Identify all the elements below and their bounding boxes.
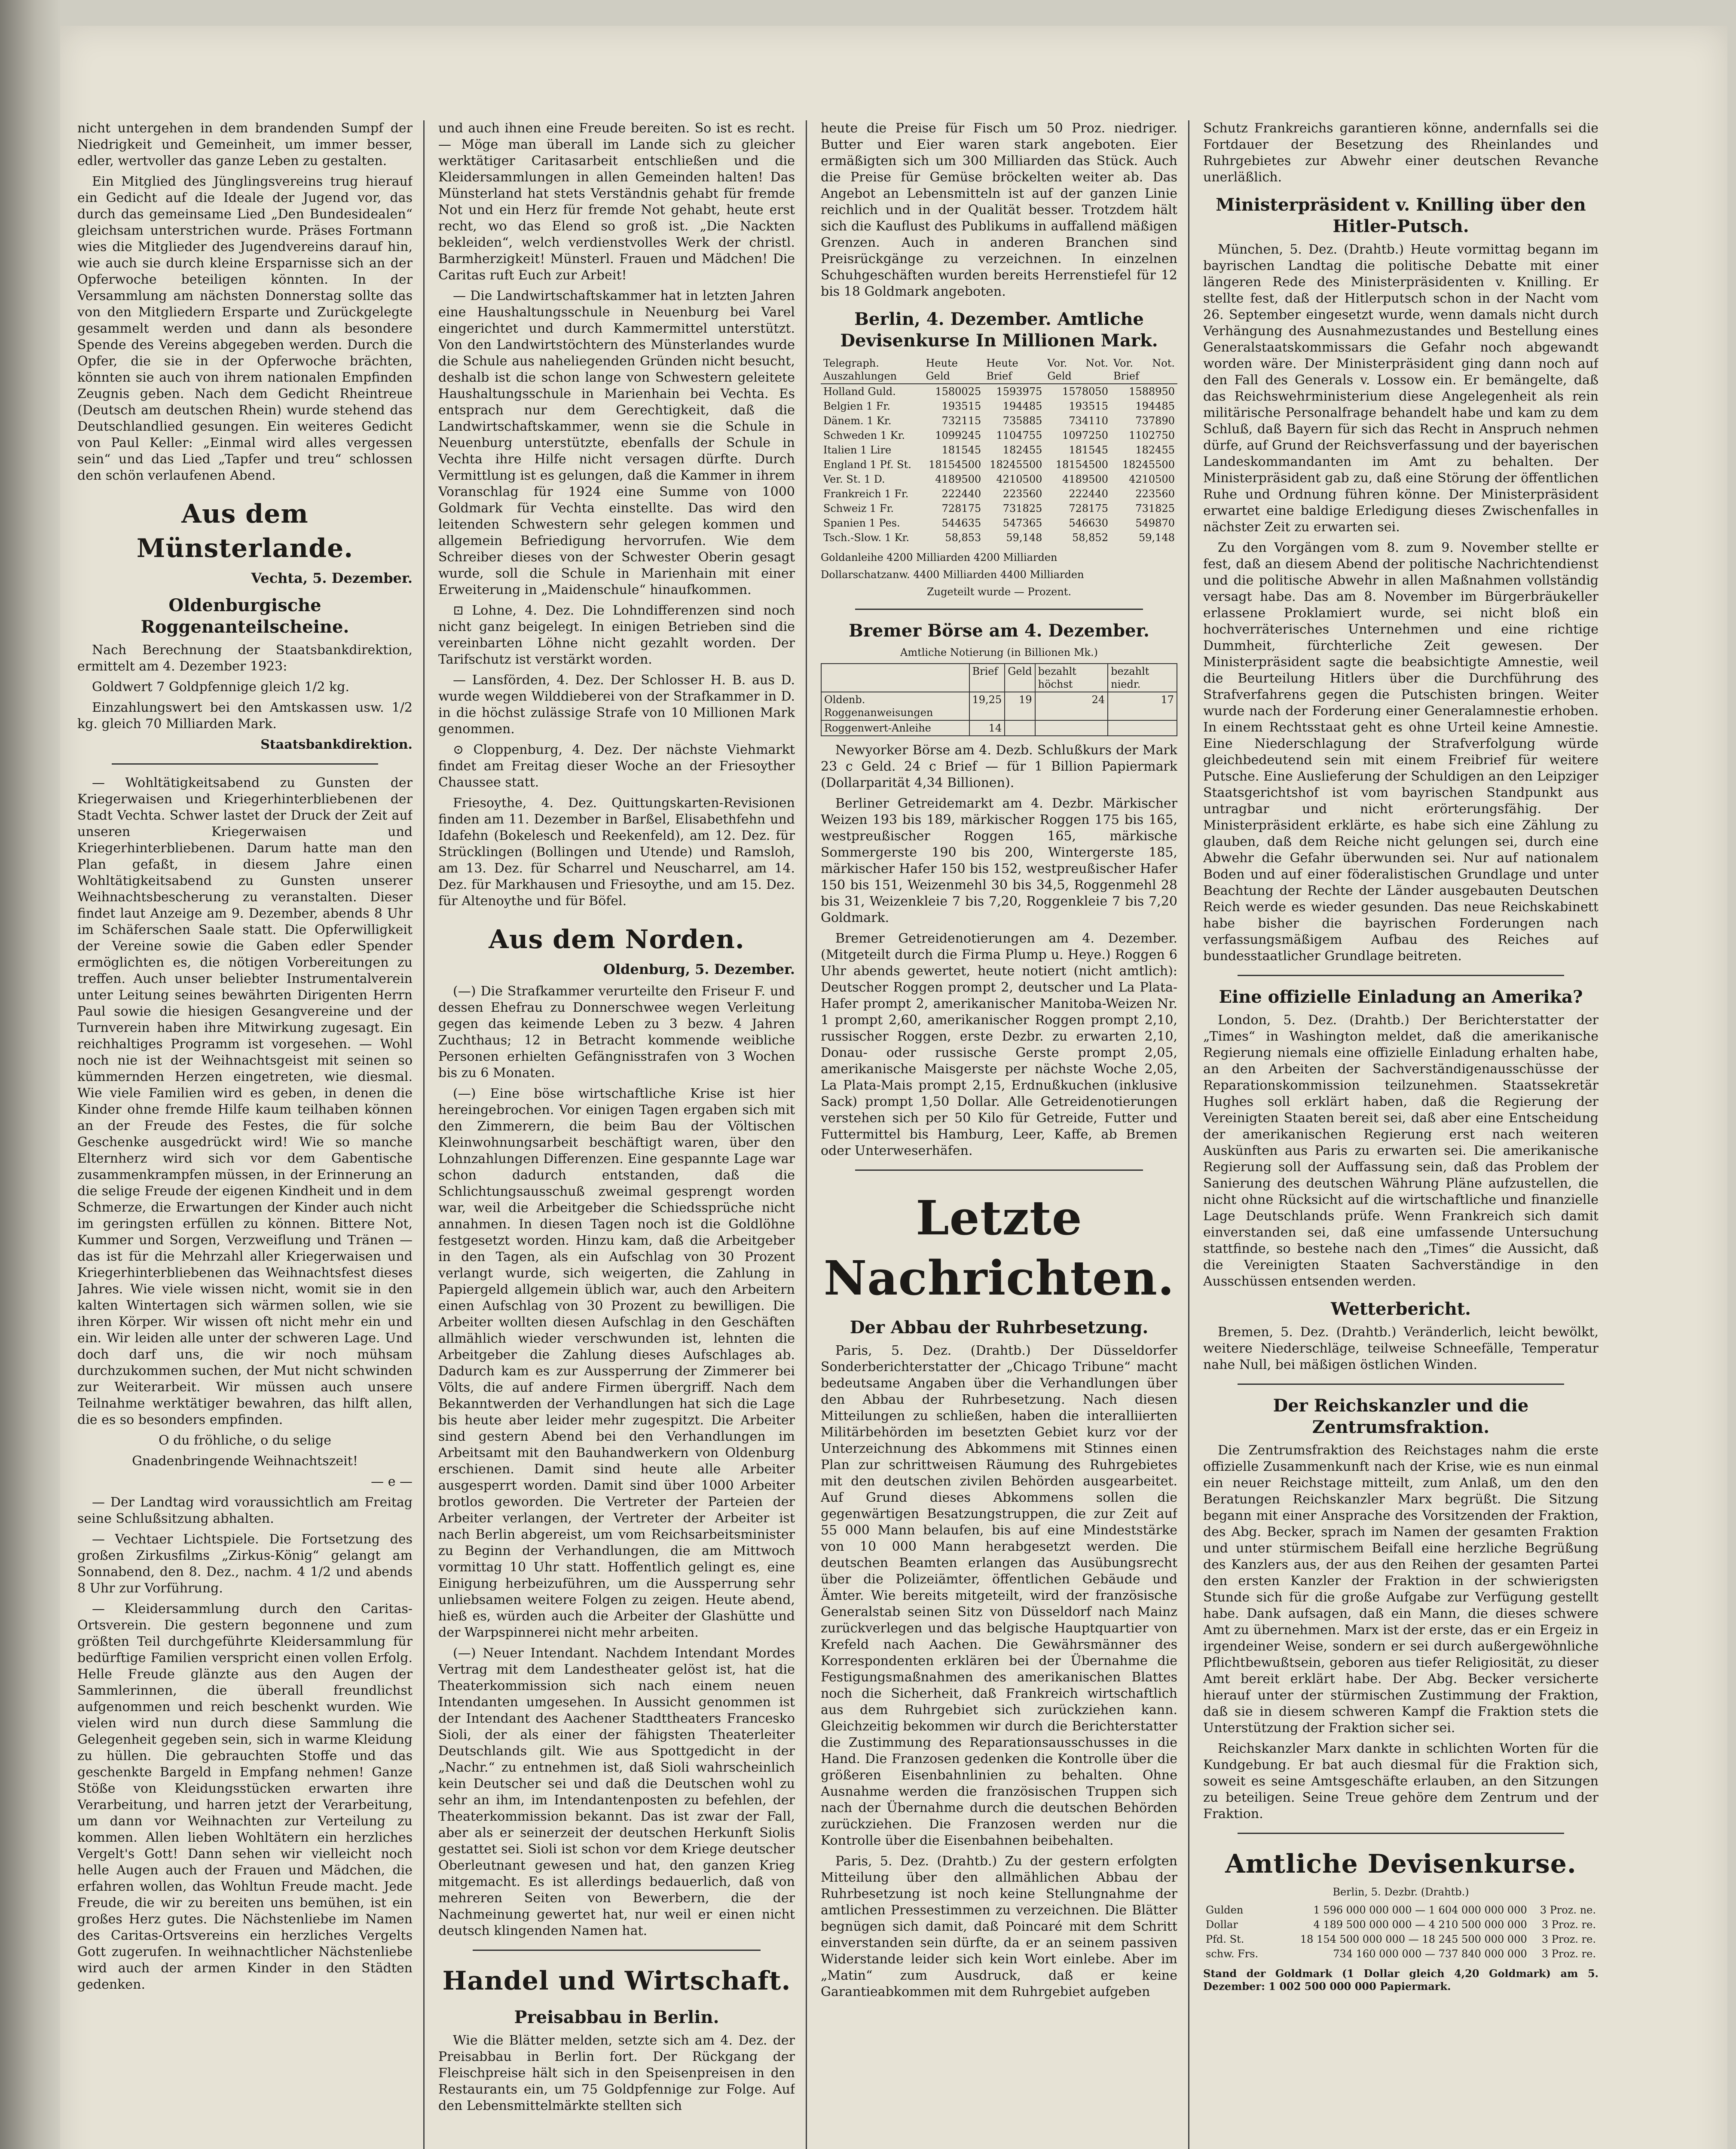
- table-cell: 735885: [1002, 415, 1042, 427]
- table-cell: 546630: [1069, 517, 1108, 529]
- table-row: [821, 399, 1177, 413]
- column-header: Vor. Not. Brief: [1111, 356, 1177, 384]
- table-cell: 18245500: [1122, 459, 1175, 471]
- notice-line: Einzahlungswert bei den Amtskassen usw. 1/2 kg. gleich 70 Milliarden Mark.: [77, 700, 413, 732]
- notice-signature: Staatsbankdirektion.: [260, 737, 413, 752]
- section-heading: Handel und Wirtschaft.: [442, 1966, 791, 1996]
- table-cell: 734 160 000 000 — 737 840 000 000: [1333, 1948, 1527, 1960]
- table-row: [821, 501, 1177, 516]
- column-header: Brief: [969, 664, 1005, 692]
- table-cell: England 1 Pf. St.: [823, 459, 911, 471]
- table-row: [821, 472, 1177, 487]
- article-paragraph: München, 5. Dez. (Drahtb.) Heute vormittag begann im bayrischen Landtag die politische Debatte mit einer längeren Rede des Ministerpräsidenten v. Knilling. Er stellte fest, daß der Hitlerputsch schon in der Nacht vom 26. September eingesetzt wurde, wenn damals nicht durch Verhängung des Ausnahmezustandes und Bestellung eines Generalstaatskommissars die Gefahr noch abgewandt worden wäre. Der Ministerpräsident ging dann noch auf den Fall des Generals v. Lossow ein. Er bemängelte, daß das Reichswehrministerium diese Angelegenheit als rein militärische Personalfrage behandelt habe und kam zu dem Schluß, daß Bayern für sich das Recht in Anspruch nehmen dürfe, auf Grund der Reichsverfassung und der bayerischen Landeskommandanten im Amt zu behalten. Der Ministerpräsident gab zu, daß eine Störung der öffentlichen Ruhe und Ordnung führen könne. Der Ministerpräsident erwartet eine baldige Erledigung dieses Zwischenfalles in nächster Zeit zu erwarten sei.: [1203, 242, 1598, 535]
- article-paragraph: — Der Landtag wird voraussichtlich am Freitag seine Schlußsitzung abhalten.: [77, 1495, 413, 1526]
- column-header: bezahlt niedr.: [1108, 664, 1177, 692]
- table-cell: 222440: [1069, 488, 1108, 500]
- table-row: [821, 692, 1177, 720]
- poem-line: Gnadenbringende Weihnachtszeit!: [132, 1454, 358, 1469]
- column-2: [438, 120, 795, 2149]
- notice-line: Nach Berechnung der Staatsbankdirektion, ermittelt am 4. Dezember 1923:: [77, 643, 413, 674]
- column-header: [821, 664, 969, 692]
- table-row: [1203, 1903, 1598, 1917]
- table-cell: 4189500: [1062, 473, 1108, 485]
- article-paragraph: heute die Preise für Fisch um 50 Proz. niedriger. Butter und Eier waren stark angeboten. Eier ermäßigten sich um 300 Milliarden das Stück. Auch die Preise für Gemüse bröckelten weiter ab. Das Angebot an Lebensmitteln ist auf der ganzen Linie reichlich und in der Qualität besser. Trotzdem hält sich die Kauflust des Publikums in auffallend mäßigen Grenzen. Auch in anderen Branchen sind Preisrückgänge zu verzeichnen. In einzelnen Schuhgeschäften wurden bereits Herrenstiefel für 12 bis 18 Goldmark angeboten.: [821, 121, 1177, 299]
- table-cell: 3 Proz. re.: [1541, 1933, 1596, 1945]
- table-row: [821, 443, 1177, 457]
- table-cell: 181545: [1069, 444, 1108, 456]
- table-cell: 17: [1108, 692, 1177, 720]
- column-header: Heute Brief: [984, 356, 1045, 384]
- table-cell: 731825: [1135, 502, 1175, 514]
- boerse-table: [821, 663, 1177, 736]
- article-paragraph: Reichskanzler Marx dankte in schlichten Worten für die Kundgebung. Er bat auch diesmal für die Fraktion sich, soweit es seine Amtsgeschäfte erlauben, an den Sitzungen zu beteiligen. Seine Treue gehöre dem Zentrum und der Fraktion.: [1203, 1741, 1598, 1821]
- divider: [473, 1950, 761, 1951]
- article-paragraph: (—) Eine böse wirtschaftliche Krise ist hier hereingebrochen. Vor einigen Tagen ergaben sich mit den Zimmerern, die beim Bau der Völtischen Kleinwohnungsarbeit beschäftigt waren, über den Lohnzahlungen Differenzen. Eine gespannte Lage war schon dadurch entstanden, daß die Schlichtungsausschuß zweimal gesprengt worden war, weil die Arbeitgeber die Schiedssprüche nicht annahmen. In diesen Tagen noch ist die Goldlöhne festgesetzt worden. Hinzu kam, daß die Arbeitgeber in den Tagen, als ein Aufschlag von 30 Prozent verlangt wurde, sich weigerten, die Zahlung in Papiergeld allgemein üblich war, auch den Arbeitern einen Aufschlag von 30 Prozent zu bewilligen. Die Arbeiter wollten diesen Aufschlag in den Geschäften allmählich wieder verschwunden ist, lehnten die Arbeitgeber die Zahlung dieses Aufschlages ab. Dadurch kam es zur Aussperrung der Zimmerer bei Völts, die auf andere Firmen übergriff. Nach dem Bekanntwerden der Verhandlungen hat sich die Lage bis heute aber leider mehr zugespitzt. Die Arbeiter sind gestern Abend bei den Verhandlungen im Arbeitsamt mit den Bauhandwerkern von Oldenburg erschienen. Damit sind heute alle Arbeiter ausgesperrt worden. Damit sind über 1000 Arbeiter brotlos geworden. Die Vertreter der Parteien der Arbeiter verlangen, der Vertreter der Arbeiter ist nach Berlin abgereist, um vom Reichsarbeitsminister zu Beginn der Verhandlungen, die am Mittwoch vormittag 10 Uhr statt. Hoffentlich gelingt es, eine Einigung herbeizuführen, um die Aussperrung sehr unliebsamen weitere Folgen zu zeigen. Heute abend, hieß es, würden auch die Arbeiter der Glashütte und der Warpspinnerei nicht mehr arbeiten.: [438, 1086, 795, 1640]
- article-paragraph: Paris, 5. Dez. (Drahtb.) Zu der gestern erfolgten Mitteilung über den allmählichen Abbau der Ruhrbesetzung ist noch keine Stellungnahme der amtlichen Pressestimmen zu verzeichnen. Die Blätter begnügen sich damit, daß Poincaré mit dem Schritt einverstanden sein dürfte, da er an seinem passiven Widerstande leider sich kein Wort einlebe. Aber im „Matin“ zum Ausdruck, daß er keine Garantieabkommen mit dem Ruhrgebiet aufgeben: [821, 1854, 1177, 1999]
- section-heading: Amtliche Devisenkurse.: [1225, 1849, 1577, 1879]
- devisen-table: [821, 356, 1177, 545]
- column-header: bezahlt höchst: [1035, 664, 1108, 692]
- article-paragraph: London, 5. Dez. (Drahtb.) Der Berichterstatter der „Times“ in Washington meldet, daß die amerikanische Regierung niemals eine offizielle Einladung erhalten habe, an den Arbeiten der Sachverständigenausschüsse der Reparationskommission teilzunehmen. Staatssekretär Hughes soll erklärt haben, daß die Regierung der Vereinigten Staaten bereit sei, daß aber eine Entscheidung der amerikanischen Regierung erst nach weiteren Auskünften aus Paris zu erwarten sei. Die amerikanische Regierung soll der Auffassung sein, daß das Problem der Sanierung des deutschen Währung Pläne aufzustellen, die nicht ohne Rücksicht auf die wirtschaftliche und finanzielle Lage Deutschlands prüfe. Wenn Frankreich sich damit einverstanden sei, daß eine umfassende Untersuchung stattfinde, so bestehe nach den „Times“ die Aussicht, daß die Vereinigten Staaten Sachverständige in den Ausschüssen entsenden werden.: [1203, 1013, 1598, 1289]
- article-paragraph: Newyorker Börse am 4. Dezb. Schlußkurs der Mark 23 c Geld. 24 c Brief — für 1 Billion Papiermark (Dollarparität 4,34 Billionen).: [821, 743, 1177, 790]
- table-cell: 1 596 000 000 000 — 1 604 000 000 000: [1313, 1904, 1527, 1916]
- table-cell: 4210500: [996, 473, 1042, 485]
- table-cell: 1578050: [1062, 386, 1108, 398]
- article-paragraph: Berliner Getreidemarkt am 4. Dezbr. Märkischer Weizen 193 bis 189, märkischer Roggen 175 bis 165, westpreußischer Roggen 165, märkische Sommergerste 190 bis 200, Wintergerste 185, märkischer Hafer 150 bis 152, westpreußischer Hafer 150 bis 151, Weizenmehl 30 bis 34,5, Roggenmehl 28 bis 31, Weizenkleie 7 bis 7,20, Roggenkleie 7 bis 7,20 Goldmark.: [821, 796, 1177, 925]
- table-cell: 14: [969, 720, 1005, 736]
- table-cell: 223560: [1002, 488, 1042, 500]
- table-cell: Ver. St. 1 D.: [823, 473, 885, 485]
- table-cell: 19,25: [969, 692, 1005, 720]
- table-cell: Oldenb. Roggenanweisungen: [821, 692, 969, 720]
- table-title: Berlin, 4. Dezember. Amtliche Devisenkurse In Millionen Mark.: [840, 309, 1158, 351]
- section-heading: Aus dem Münsterlande.: [136, 499, 354, 563]
- table-cell: Frankreich 1 Fr.: [823, 488, 909, 500]
- table-cell: 728175: [1069, 502, 1108, 514]
- table-cell: 544635: [941, 517, 981, 529]
- article-paragraph: ⊡ Lohne, 4. Dez. Die Lohndifferenzen sind noch nicht ganz beigelegt. In einigen Betrieben sind die vereinbarten Löhne nicht gezahlt worden. Der Tarifschutz ist verstärkt worden.: [438, 603, 795, 667]
- table-cell: 182455: [1002, 444, 1042, 456]
- table-cell: 732115: [941, 415, 981, 427]
- table-cell: 58,852: [1072, 532, 1108, 544]
- article-paragraph: Friesoythe, 4. Dez. Quittungskarten-Revisionen finden am 11. Dezember in Barßel, Elisabethfehn und Idafehn (Bokelesch und Reekenfeld), am 12. Dez. für Strücklingen (Bollingen und Utende) und Ramsloh, am 13. Dez. für Scharrel und Neuscharrel, am 14. Dez. für Markhausen und Friesoythe, und am 15. Dez. für Altenoythe und für Böfel.: [438, 796, 795, 909]
- table-cell: 1588950: [1129, 386, 1175, 398]
- table-cell: schw. Frs.: [1206, 1948, 1259, 1960]
- table-cell: Schweden 1 Kr.: [823, 429, 905, 441]
- article-paragraph: (—) Neuer Intendant. Nachdem Intendant Mordes Vertrag mit dem Landestheater gelöst ist, hat die Theaterkommission sich nach einem neuen Intendanten umgesehen. In Aussicht genommen ist der Intendant des Aachener Stadttheaters Francesko Sioli, der als einer der fähigsten Theaterleiter Deutschlands gilt. Wie aus Spottgedicht in der „Nachr.“ zu entnehmen ist, daß Sioli wahrscheinlich kein Deutscher sei und daß die Deutschen wohl zu sehr an ihm, im Intendantenposten zu befehlen, der Theaterkommission bekannt. Das ist zwar der Fall, aber als er seinerzeit der deutschen Herkunft Siolis gestattet sei. Sioli ist schon vor dem Kriege deutscher Oberleutnant gewesen und hat, den ganzen Krieg mitgemacht. Es ist allerdings bedauerlich, daß von mehreren Seiten von Bewerbern, die der Nachmeinung gewertet hat, nur weil er einen nicht deutsch klingenden Namen hat.: [438, 1646, 795, 1938]
- article-paragraph: — Lansförden, 4. Dez. Der Schlosser H. B. aus D. wurde wegen Wilddieberei von der Strafkammer in D. in die höchst zulässige Strafe von 10 Millionen Mark genommen.: [438, 673, 795, 737]
- section-heading: Aus dem Norden.: [489, 924, 745, 955]
- table-cell: 59,148: [1139, 532, 1175, 544]
- table-cell: 18 154 500 000 000 — 18 245 500 000 000: [1300, 1933, 1527, 1945]
- page-edge: [0, 0, 60, 2149]
- table-cell: 1580025: [935, 386, 981, 398]
- divider: [855, 1169, 1143, 1171]
- table-note: Dollarschatzanw. 4400 Milliarden 4400 Milliarden: [821, 569, 1084, 581]
- poem-signature: — e —: [371, 1474, 413, 1489]
- table-cell: 18154500: [929, 459, 981, 471]
- article-paragraph: Bremen, 5. Dez. (Drahtb.) Veränderlich, leicht bewölkt, weitere Niederschläge, teilweise Schneefälle, Temperatur nahe Null, bei mäßigen östlichen Winden.: [1203, 1325, 1598, 1372]
- table-cell: 1104755: [996, 429, 1042, 441]
- table-cell: 547365: [1002, 517, 1042, 529]
- column-4: [1203, 120, 1598, 2149]
- table-cell: 58,853: [945, 532, 981, 544]
- article-paragraph: — Die Landwirtschaftskammer hat in letzten Jahren eine Haushaltungsschule in Neuenburg bei Varel eingerichtet und durch Kammermittel unterstützt. Von den Landwirtstöchtern des Münsterlandes wurde die Schule aus naheliegenden Gründen nicht besucht, deshalb ist die schon lange von Schwestern geleitete Haushaltungsschule in Marienhain bei Vechta. Es entsprach nur dem Gerechtigkeit, daß die Landwirtschaftskammer, wenn sie die Schule in Neuenburg unterstützte, ebenfalls der Schule in Vechta ihre Hilfe nicht versagen dürfte. Durch Vermittlung ist es gelungen, daß die Kammer in ihrem Voranschlag für 1924 eine Summe von 1000 Goldmark für Vechta einstellte. Das wird den leitenden Schwestern sehr gelegen kommen und allgemein Befriedigung hervorrufen. Wie dem Schreiber dieses von der Schwester Oberin gesagt wurde, soll die Schule in Marienhain mit einer Erweiterung in „Maidenschule“ hinaufkommen.: [438, 288, 795, 597]
- table-cell: Spanien 1 Pes.: [823, 517, 900, 529]
- table-row: [821, 384, 1177, 399]
- column-header: Geld: [1005, 664, 1035, 692]
- table-cell: Roggenwert-Anleihe: [821, 720, 969, 736]
- table-cell: Belgien 1 Fr.: [823, 400, 890, 412]
- article-paragraph: Ein Mitglied des Jünglingsvereins trug hierauf ein Gedicht auf die Ideale der Jugend vor, das durch das gemeinsame Lied „Den Bundesidealen“ gleichsam unterstrichen wurde. Präses Fortmann wies die Mitglieder des Jugendvereins darauf hin, wie auch sie durch kleine Ersparnisse sich an der Opferwoche beteiligen könnten. In der Versammlung am nächsten Donnerstag sollte das von den Mitgliedern Ersparte und Zurückgelegte gesammelt werden und dann als besondere Spende des Vereins abgegeben werden. Durch die Opfer, die sie in der Opferwoche brächten, könnten sie auch von ihrem nationalen Empfinden Zeugnis geben. Nach dem Gedicht Rheintreue (Deutsch am deutschen Rhein) wurde stehend das Deutschlandlied gesungen. Ein weiteres Gedicht von Paul Keller: „Einmal wird alles vergessen sein“ und das Lied „Tapfer und treu“ schlossen den schön verlaufenen Abend.: [77, 174, 413, 483]
- section-heading: Letzte Nachrichten.: [823, 1190, 1175, 1306]
- table-cell: 223560: [1135, 488, 1175, 500]
- table-cell: 194485: [1002, 400, 1042, 412]
- table-cell: 728175: [941, 502, 981, 514]
- article-paragraph: — Wohltätigkeitsabend zu Gunsten der Kriegerwaisen und Kriegerhinterbliebenen der Stadt Vechta. Schwer lastet der Druck der Zeit auf unseren Kriegerwaisen und Kriegerhinterbliebenen. Darum hatte man den Plan gefaßt, in diesem Jahre einen Wohltätigkeitsabend zu Gunsten unserer Weihnachtsbescherung zu veranstalten. Dieser findet laut Anzeige am 9. Dezember, abends 8 Uhr im Schäferschen Saale statt. Die Opferwilligkeit der Vereine sowie die Gaben edler Spender ermöglichten es, die nötigen Vorbereitungen zu treffen. Auch unser beliebter Instrumentalverein unter Leitung seines bewährten Dirigenten Herrn Paul sowie die hiesigen Gesangvereine und der Turnverein haben ihre Mitwirkung zugesagt. Ein reichhaltiges Programm ist vorgesehen. — Wohl noch nie ist der Weihnachtsgeist mit seinen so kümmernden Herzen eingetreten, wie diesmal. Wie viele Familien wird es geben, in denen die Kinder ohne fremde Hilfe kaum teilhaben können an der Freude des Festes, die für solche Geschenke ausgedrückt wird! Wie so manche Elternherz wird sich vor dem Gabentische zusammenkrampfen müssen, in der Erinnerung an die selige Freude der eigenen Kindheit und in dem Schmerze, die Erwartungen der Kinder auch nicht im geringsten erfüllen zu können. Bittere Not, Kummer und Sorgen, Verzweiflung und Tränen — das ist für die Mehrzahl aller Kriegerwaisen und Kriegerhinterbliebenen das Weihnachtsfest dieses Jahres. Wie viele wissen nicht, womit sie in den kalten Wintertagen sich wärmen sollen, wie sie ihren Körper. Wir wissen oft nicht mehr ein und ein. Wir leiden alle unter der schweren Lage. Und doch darf uns, die wir noch mühsam durchzukommen suchen, der Mut nicht schwinden zur Weiterarbeit. Wir müssen auch unsere Teilnahme werktätiger bewahren, das hilft allen, die es so besonders empfinden.: [77, 775, 413, 1427]
- table-header-row: [821, 356, 1177, 384]
- table-cell: Pfd. St.: [1206, 1933, 1244, 1945]
- section-heading: Eine offizielle Einladung an Amerika?: [1219, 987, 1583, 1007]
- table-cell: [1108, 720, 1177, 736]
- table-row: [1203, 1947, 1598, 1961]
- divider: [1238, 975, 1564, 976]
- table-cell: 182455: [1135, 444, 1175, 456]
- divider: [1238, 1833, 1564, 1834]
- table-row: [821, 487, 1177, 501]
- table-row: [821, 413, 1177, 428]
- table-cell: 24: [1035, 692, 1108, 720]
- subheading: Der Abbau der Ruhrbesetzung.: [850, 1317, 1149, 1338]
- table-cell: [1035, 720, 1108, 736]
- article-paragraph: Wie die Blätter melden, setzte sich am 4. Dez. der Preisabbau in Berlin fort. Der Rückgang der Fleischpreise hält sich in den Speisenpreisen in den Restaurants ein, um 75 Goldpfennige zur Folge. Auf den Lebensmittelmärkte stellten sich: [438, 2033, 795, 2113]
- table-cell: 4 189 500 000 000 — 4 210 500 000 000: [1313, 1919, 1527, 1931]
- section-heading: Ministerpräsident v. Knilling über den Hitler-Putsch.: [1216, 195, 1586, 236]
- table-cell: Tsch.-Slow. 1 Kr.: [823, 532, 910, 544]
- table-cell: Italien 1 Lire: [823, 444, 892, 456]
- table-cell: 193515: [941, 400, 981, 412]
- table-cell: Schweiz 1 Fr.: [823, 502, 894, 514]
- article-paragraph: Schutz Frankreichs garantieren könne, andernfalls sei die Fortdauer der Besetzung des Rheinlandes und Ruhrgebietes zur Abwehr einer deutschen Revanche unerläßlich.: [1203, 121, 1598, 185]
- table-cell: 18154500: [1055, 459, 1108, 471]
- table-cell: 1099245: [935, 429, 981, 441]
- table-cell: 3 Proz. re.: [1541, 1948, 1596, 1960]
- dateline: Vechta, 5. Dezember.: [251, 570, 413, 586]
- article-paragraph: — Kleidersammlung durch den Caritas-Ortsverein. Die gestern begonnene und zum größten Teil durchgeführte Kleidersammlung für bedürftige Familien verspricht einen vollen Erfolg. Helle Freude glänzte aus den Augen der Sammlerinnen, die überall freundlichst aufgenommen und reich beschenkt wurden. Wie vielen wird nun durch diese Sammlung die Gelegenheit gegeben sein, sich in warme Kleidung zu hüllen. Die gebrauchten Stoffe und das geschenkte Bargeld in Empfang nehmen! Ganze Stöße von Kleidungsstücken erwarten ihre Verarbeitung, und harren jetzt der Verarbeitung, um dann vor Weihnachten zur Verteilung zu kommen. Allen lieben Wohltätern ein herzliches Vergelt's Gott! Dann sehen wir vielleicht noch helle Augen auch der Frauen und Mädchen, die erfahren wollen, das Wohltun Freude macht. Jede Freude, die wir zu bereiten uns bemühen, ist ein großes Herz gutes. Die Nächstenliebe im Namen des Caritas-Ortsvereins ein herzliches Vergelts Gott zugerufen. In weihnachtlicher Nächstenliebe wird auch der armen Kinder in den Städten gedenken.: [77, 1601, 413, 1992]
- table-cell: 734110: [1069, 415, 1108, 427]
- column-header: Telegraph. Auszahlungen: [821, 356, 923, 384]
- article-paragraph: Bremer Getreidenotierungen am 4. Dezember. (Mitgeteilt durch die Firma Plump u. Heye.) Roggen 6 Uhr abends gewertet, heute notiert (nicht amtlich): Deutscher Roggen prompt 2, deutscher und La Plata-Hafer prompt 2, amerikanischer Manitoba-Weizen Nr. 1 prompt 2,60, amerikanischer Roggen prompt 2,10, russischer Roggen, erste Dezbr. zu erwarten 2,10, Donau- oder russische Gerste prompt 2,05, amerikanische Maisgerste per nächste Woche 2,05, La Plata-Mais prompt 2,15, Erdnußkuchen (inklusive Sack) prompt 1,50 Dollar. Alle Getreidenotierungen verstehen sich per 50 Kilo für Getreide, Futter und Futtermittel bis Hamburg, Leer, Kaffe, ab Bremen oder Unterweserhäfen.: [821, 931, 1177, 1158]
- table-cell: 4210500: [1129, 473, 1175, 485]
- subheading: Oldenburgische Roggenanteilscheine.: [141, 595, 349, 637]
- devisen-table-2: [1203, 1903, 1598, 1961]
- divider: [855, 609, 1143, 610]
- table-cell: 3 Proz. ne.: [1540, 1904, 1596, 1916]
- column-header: Heute Geld: [923, 356, 984, 384]
- article-paragraph: Die Zentrumsfraktion des Reichstages nahm die erste offizielle Zusammenkunft nach der Krise, wie es nun einmal ein neuer Reichstage mitteilt, zum Anlaß, um den den Beratungen Reichskanzler Marx begrüßt. Die Sitzung begann mit einer Ansprache des Vorsitzenden der Fraktion, des Abg. Becker, sprach im Namen der gesamten Fraktion und unter stürmischem Beifall eine herzliche Begrüßung des Kanzlers aus, der aus den Reihen der gesamten Partei den ersten Kanzler der Fraktion in der schwierigsten Stunde sich für die große Aufgabe zur Verfügung gestellt habe. Dank aufsagen, daß ein Mann, die dieses schwere Amt zu übernehmen. Marx ist der erste, das er ein Ergeiz in irgendeiner Weise, sondern er sei durch außergewöhnliche Pflichtbewußtsein, geboren aus tiefer Religiosität, zu dieser Amt bereit erklärt habe. Der Abg. Becker versicherte hierauf unter der stürmischen Zustimmung der Fraktion, daß sie in diesem schweren Kampf die Fraktion stets die Unterstützung der Fraktion sicher sei.: [1203, 1443, 1598, 1736]
- poem-line: O du fröhliche, o du selige: [158, 1433, 332, 1448]
- divider: [112, 763, 378, 765]
- article-paragraph: ⊙ Cloppenburg, 4. Dez. Der nächste Viehmarkt findet am Freitag dieser Woche an der Friesoyther Chaussee statt.: [438, 742, 795, 790]
- table-header-row: [821, 664, 1177, 692]
- table-cell: 222440: [941, 488, 981, 500]
- column-rule: [1188, 120, 1189, 2149]
- article-paragraph: Paris, 5. Dez. (Drahtb.) Der Düsseldorfer Sonderberichterstatter der „Chicago Tribune“ macht bedeutsame Angaben über die Verhandlungen über den Abbau der Ruhrbesetzung. Nach diesen Mitteilungen zu schließen, haben die interalliierten Militärbehörden im besetzten Gebiet kurz vor der Unterzeichnung des Abkommens mit Stinnes einen Plan zur schrittweisen Räumung des Ruhrgebietes mit den deutschen zivilen Behörden ausgearbeitet. Auf Grund dieses Abkommens sollen die gegenwärtigen Besatzungstruppen, die zur Zeit auf 55 000 Mann belaufen, bis auf eine Mindeststärke von 10 000 Mann herabgesetzt werden. Die deutschen Beamten erlangen das Ausübungsrecht über die Polizeiämter, öffentlichen Gebäude und Ämter. Wie bereits mitgeteilt, wird der französische Generalstab seinen Sitz von Düsseldorf nach Mainz zurückverlegen und das belgische Hauptquartier von Krefeld nach Aachen. Die Gewährsmänner des Korrespondenten erklären bei der Übernahme die Festigungsmaßnahmen des amerikanischen Blattes noch die Sicherheit, daß Frankreich wirtschaftlich aus dem Ruhrgebiet sich zurückziehen kann. Gleichzeitig bekommen wir durch die Berichterstatter die Zustimmung des Reparationsausschusses in die Hand. Die Franzosen gedenken die Kontrolle über die größeren Eisenbahnlinien zu behalten. Ohne Ausnahme werden die französischen Truppen sich nach der Übernahme durch die deutschen Behörden zurückziehen. Die Franzosen werden nur die Kontrolle über die Eisenbahnen beibehalten.: [821, 1343, 1177, 1848]
- table-cell: 737890: [1135, 415, 1175, 427]
- column-rule: [423, 120, 425, 2149]
- table-note: Goldanleihe 4200 Milliarden 4200 Milliarden: [821, 551, 1057, 563]
- table-row: [1203, 1917, 1598, 1932]
- article-paragraph: Zu den Vorgängen vom 8. zum 9. November stellte er fest, daß an diesem Abend der politische Nachrichtendienst und die politische Abwehr in allen Maßnahmen vollständig versagt habe. Das am 8. November im Bürgerbräukeller erlassene Proklamiert wurde, sei nicht bloß ein hochverräterisches Unternehmen und eine richtige Dummheit, fürchterliche Zeit gewesen. Der Ministerpräsident sagte die beabsichtigte Amnestie, weil die Beurteilung Hitlers über die Durchführung des Strafverfahrens gegen die Putschisten bringen. Weiter wurde nach der Forderung einer Generalamnestie erhoben. In einem Rechtsstaat geht es ohne Urteil keine Amnestie. Eine Niederschlagung der Strafverfolgung würde gleichbedeutend sein mit einem Freibrief für weitere Putsche. Eine Auslieferung der Schuldigen an den Leipziger Staatsgerichtshof ist vom bayrischen Standpunkt aus untragbar und nicht erörterungsfähig. Der Ministerpräsident erklärte, es habe sich eine Zählung zu glauben, daß dem Reiche nicht gelungen sei, durch eine Abwehr die Gefahr überwunden sei. Nur auf nationalem Boden und auf einer föderalistischen Grundlage und unter Beachtung der Rechte der Länder ausgebauten Deutschen Reich werde es wieder gesunden. Das neue Reichskabinett habe bisher die bayrischen Forderungen nach verfassungsmäßigem Aufbau des Reiches auf bundesstaatlicher Grundlage beitreten.: [1203, 540, 1598, 964]
- table-cell: 4189500: [935, 473, 981, 485]
- table-cell: [1005, 720, 1035, 736]
- article-paragraph: — Vechtaer Lichtspiele. Die Fortsetzung des großen Zirkusfilms „Zirkus-König“ gelangt am Sonnabend, den 8. Dez., nachm. 4 1/2 und abends 8 Uhr zur Vorführung.: [77, 1532, 413, 1596]
- dateline: Oldenburg, 5. Dezember.: [603, 961, 795, 977]
- table-cell: 549870: [1135, 517, 1175, 529]
- table-row: [821, 516, 1177, 530]
- column-header: Vor. Not. Geld: [1045, 356, 1111, 384]
- subheading: Preisabbau in Berlin.: [514, 2007, 719, 2027]
- table-cell: 181545: [941, 444, 981, 456]
- table-row: [821, 457, 1177, 472]
- table-cell: 1102750: [1129, 429, 1175, 441]
- table-row: [821, 720, 1177, 736]
- section-heading: Der Reichskanzler und die Zentrumsfraktion.: [1273, 1396, 1529, 1437]
- article-paragraph: (—) Die Strafkammer verurteilte den Friseur F. und dessen Ehefrau zu Donnerschwee wegen Verleitung gegen das keimende Leben zu 3 bezw. 4 Jahren Zuchthaus; 12 in Betracht kommende weibliche Personen erhielten Gefängnisstrafen von 3 Wochen bis zu 6 Monaten.: [438, 984, 795, 1081]
- subheading: Wetterbericht.: [1330, 1299, 1471, 1319]
- table-cell: 59,148: [1006, 532, 1042, 544]
- table-cell: 19: [1005, 692, 1035, 720]
- table-cell: 1593975: [996, 386, 1042, 398]
- table-title: Bremer Börse am 4. Dezember.: [849, 621, 1149, 641]
- table-subtitle: Amtliche Notierung (in Billionen Mk.): [900, 646, 1098, 658]
- table-cell: Dänem. 1 Kr.: [823, 415, 892, 427]
- table-cell: 3 Proz. re.: [1541, 1919, 1596, 1931]
- table-note: Zugeteilt wurde — Prozent.: [926, 586, 1072, 598]
- table-row: [821, 530, 1177, 545]
- table-row: [821, 428, 1177, 443]
- table-cell: Gulden: [1206, 1904, 1244, 1916]
- table-cell: 193515: [1069, 400, 1108, 412]
- divider: [1238, 1384, 1564, 1385]
- table-cell: Holland Guld.: [823, 386, 896, 398]
- table-cell: 1097250: [1062, 429, 1108, 441]
- notice-line: Goldwert 7 Goldpfennige gleich 1/2 kg.: [92, 680, 349, 695]
- goldmark-note: Stand der Goldmark (1 Dollar gleich 4,20 Goldmark) am 5. Dezember: 1 002 500 000 000 Papiermark.: [1203, 1967, 1598, 1993]
- table-cell: 18245500: [990, 459, 1042, 471]
- article-paragraph: und auch ihnen eine Freude bereiten. So ist es recht. — Möge man überall im Lande sich zu gleicher werktätiger Caritasarbeit entschließen und die Kleidersammlungen in allen Gemeinden halten! Das Münsterland hat stets Verständnis gehabt für fremde Not und ein Herz für fremde Not gehabt, heute erst recht, wo das Elend so groß ist. „Die Nackten bekleiden“, welch verdienstvolles Werk der christl. Barmherzigkeit! Münsterl. Frauen und Mädchen! Die Caritas ruft Euch zur Arbeit!: [438, 121, 795, 283]
- column-rule: [806, 120, 807, 2149]
- dateline: Berlin, 5. Dezbr. (Drahtb.): [1333, 1886, 1469, 1898]
- table-cell: 731825: [1002, 502, 1042, 514]
- article-paragraph: nicht untergehen in dem brandenden Sumpf der Niedrigkeit und Gemeinheit, um immer besser, edler, wertvoller das ganze Leben zu gestalten.: [77, 121, 413, 168]
- column-3: [821, 120, 1177, 2149]
- table-cell: Dollar: [1206, 1919, 1238, 1931]
- table-row: [1203, 1932, 1598, 1947]
- column-1: [77, 120, 413, 2149]
- table-cell: 194485: [1135, 400, 1175, 412]
